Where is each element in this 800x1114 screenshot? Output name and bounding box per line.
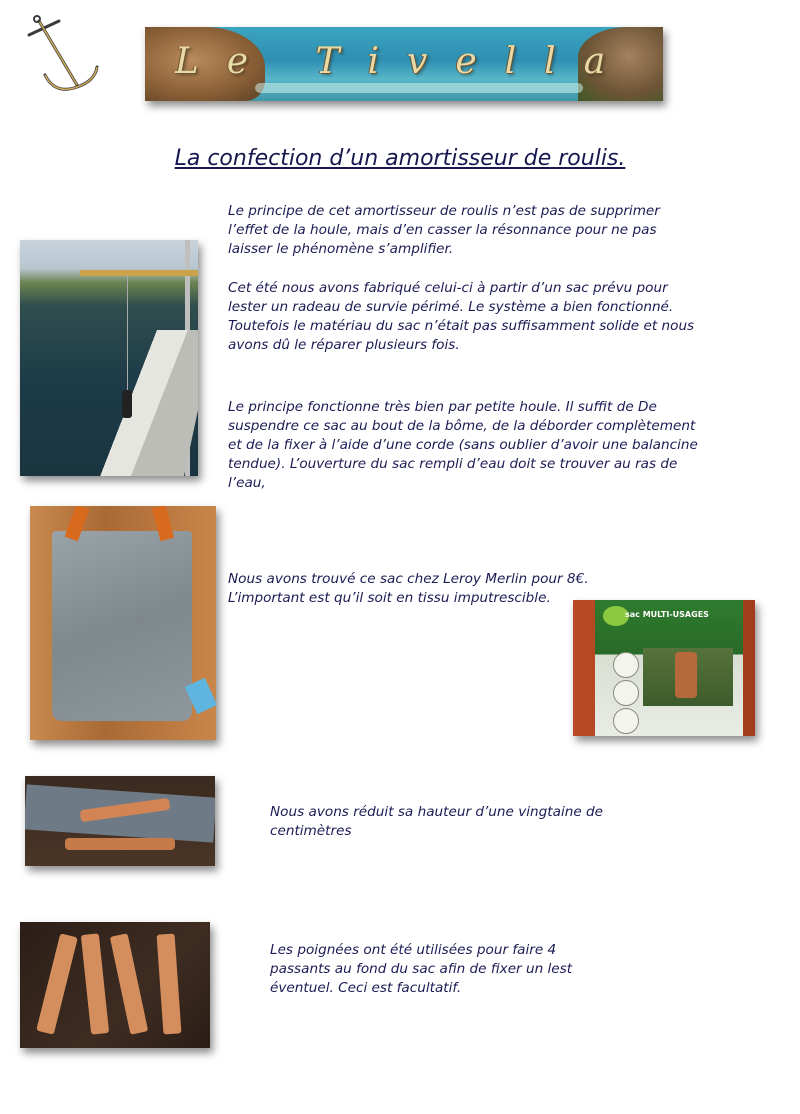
header-banner xyxy=(145,27,663,101)
page-title: La confection d’un amortisseur de roulis. xyxy=(174,146,626,171)
paragraph-fabrication: Cet été nous avons fabriqué celui-ci à partir d’un sac prévu pour lester un radeau de survie périmé. Le système a bien fonctionné. Toutefois le matériau du sac n’était pas suffisamment solide et nous avons dû le réparer plusieurs fois. xyxy=(228,280,695,353)
banner-foam xyxy=(255,83,583,93)
paragraph-purchase: Nous avons trouvé ce sac chez Leroy Merlin pour 8€. L’important est qu’il soit en tissu imputrescible. xyxy=(228,571,589,606)
photo-grey-bag xyxy=(30,506,216,740)
paragraph-height-reduction: Nous avons réduit sa hauteur d’une vingtaine de centimètres xyxy=(270,804,604,839)
paragraph-principle: Le principe de cet amortisseur de roulis n’est pas de supprimer l’effet de la houle, mais d’en casser la résonnance pour ne pas laisser le phénomène s’amplifier. xyxy=(228,203,660,257)
paragraph-usage: Le principe fonctionne très bien par petite houle. Il suffit de De suspendre ce sac au bout de la bôme, de la déborder complètement et de la fixer à l’aide d’une corde (sans oublier d’avoir une balancine tendue). L’ouverture du sac rempli d’eau doit se trouver au ras de l’eau, xyxy=(228,399,698,491)
banner-title: Le Tivella xyxy=(174,41,634,82)
anchor-logo xyxy=(25,15,105,100)
paragraph-handles: Les poignées ont été utilisées pour faire 4 passants au fond du sac afin de fixer un lest éventuel. Ceci est facultatif. xyxy=(270,942,573,996)
photo-product-box xyxy=(573,600,755,736)
product-box-label: sac MULTI-USAGES xyxy=(625,610,709,619)
photo-four-straps xyxy=(20,922,210,1048)
photo-boat-with-bag xyxy=(20,240,198,476)
photo-cut-bag xyxy=(25,776,215,866)
